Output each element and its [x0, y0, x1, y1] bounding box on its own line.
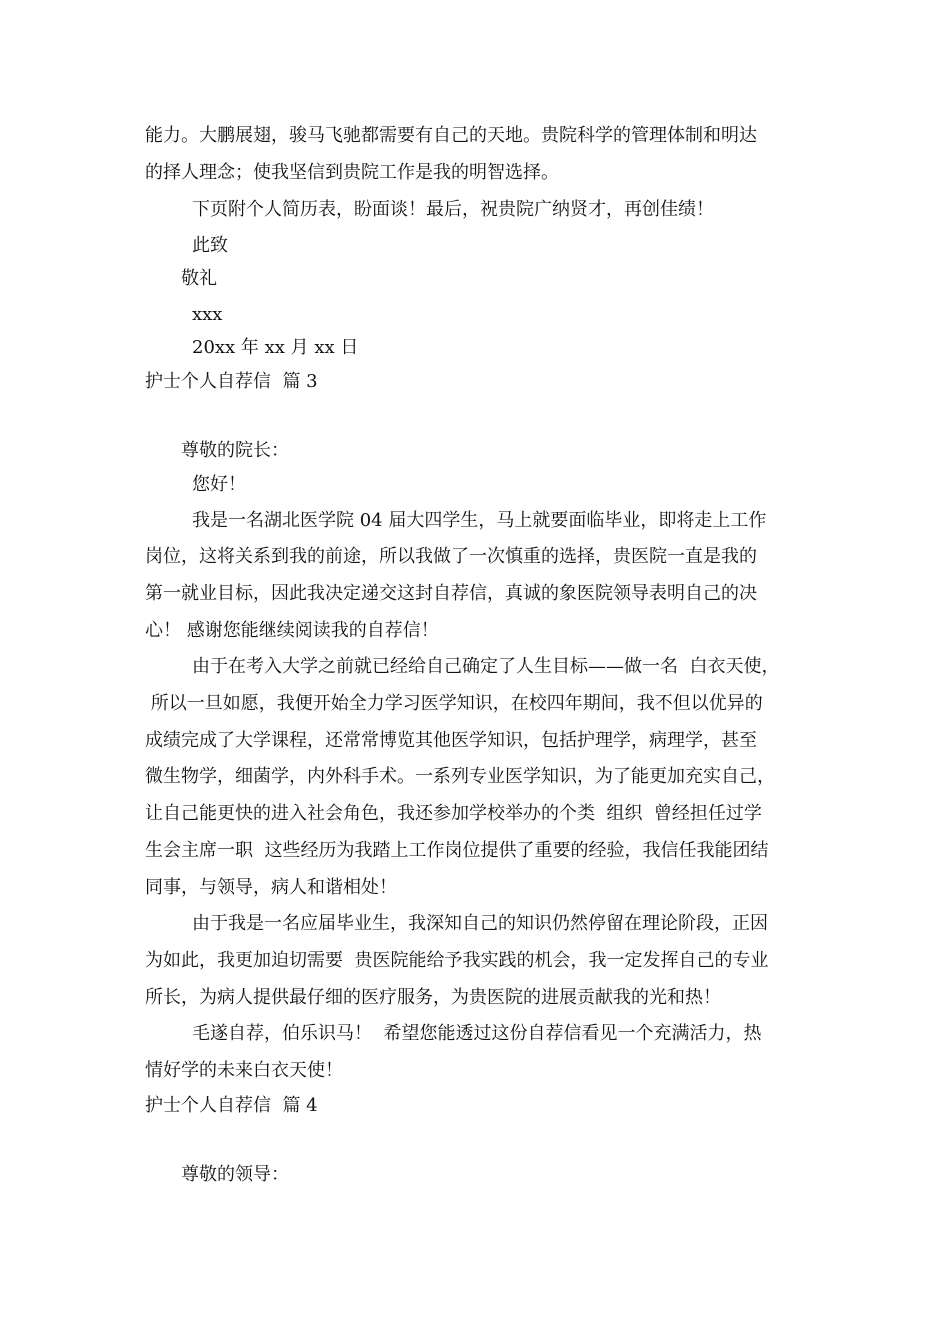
paragraph-line: 所以一旦如愿，我便开始全力学习医学知识，在校四年期间，我不但以优异的	[145, 693, 763, 714]
salutation: 尊敬的院长：	[181, 440, 289, 461]
paragraph-line: 毛遂自荐，伯乐识马！ 希望您能透过这份自荐信看见一个充满活力，热	[192, 1023, 762, 1044]
paragraph-line: 的择人理念；使我坚信到贵院工作是我的明智选择。	[145, 162, 559, 183]
paragraph-line: 我是一名湖北医学院 04 届大四学生，马上就要面临毕业，即将走上工作	[192, 510, 767, 531]
closing-salutation: 此致	[192, 235, 228, 256]
paragraph-line: 所长，为病人提供最仔细的医疗服务，为贵医院的进展贡献我的光和热！	[145, 987, 721, 1008]
greeting: 您好！	[192, 474, 246, 495]
paragraph-line: 情好学的未来白衣天使！	[145, 1060, 343, 1081]
paragraph-line: 能力。大鹏展翅，骏马飞驰都需要有自己的天地。贵院科学的管理体制和明达	[145, 125, 757, 146]
paragraph-line: 让自己能更快的进入社会角色，我还参加学校举办的个类 组织 曾经担任过学	[145, 803, 762, 824]
paragraph-line: 岗位，这将关系到我的前途，所以我做了一次慎重的选择，贵医院一直是我的	[145, 546, 757, 567]
paragraph-line: 由于我是一名应届毕业生，我深知自己的知识仍然停留在理论阶段，正因	[192, 913, 768, 934]
signature-date: 20xx 年 xx 月 xx 日	[192, 337, 359, 358]
paragraph-line: 同事，与领导，病人和谐相处！	[145, 877, 397, 898]
salutation: 尊敬的领导：	[181, 1164, 289, 1185]
paragraph-line: 第一就业目标，因此我决定递交这封自荐信，真诚的象医院领导表明自己的决	[145, 583, 757, 604]
paragraph-line: 心！ 感谢您能继续阅读我的自荐信！	[145, 620, 439, 641]
closing-salutation: 敬礼	[181, 268, 217, 289]
section-heading: 护士个人自荐信 篇 3	[145, 371, 318, 392]
paragraph-line: 下页附个人简历表，盼面谈！最后，祝贵院广纳贤才，再创佳绩！	[192, 199, 714, 220]
paragraph-line: 由于在考入大学之前就已经给自己确定了人生目标——做一名 白衣天使，	[192, 656, 780, 677]
paragraph-line: 生会主席一职 这些经历为我踏上工作岗位提供了重要的经验，我信任我能团结	[145, 840, 769, 861]
signature-name: xxx	[192, 304, 223, 325]
paragraph-line: 为如此，我更加迫切需要 贵医院能给予我实践的机会，我一定发挥自己的专业	[145, 950, 769, 971]
paragraph-line: 成绩完成了大学课程，还常常博览其他医学知识，包括护理学，病理学，甚至	[145, 730, 757, 751]
section-heading: 护士个人自荐信 篇 4	[145, 1095, 318, 1116]
paragraph-line: 微生物学，细菌学，内外科手术。一系列专业医学知识，为了能更加充实自己，	[145, 766, 775, 787]
